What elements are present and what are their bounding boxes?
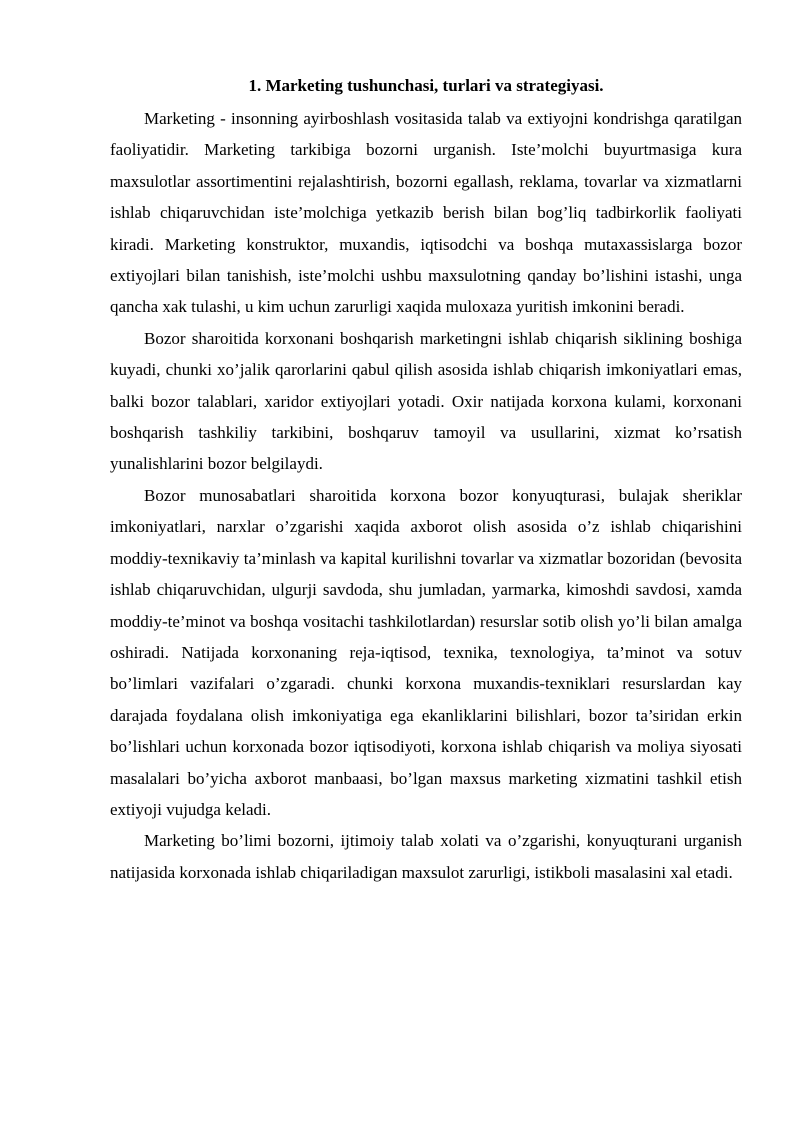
paragraph-3: Bozor munosabatlari sharoitida korxona bozor konyuqturasi, bulajak sheriklar imkoniyatlari, narxlar o’zgarishi xaqida axborot olish asosida o’z ishlab chiqarishini moddiy-texnikaviy ta’minlash va kapital kurilishni tovarlar va xizmatlar bozoridan (bevosita ishlab chiqaruvchidan, ulgurji savdoda, shu jumladan, yarmarka, kimoshdi savdosi, xamda moddiy-te’minot va boshqa vositachi tashkilotlardan) resurslar sotib olish yo’li bilan amalga oshiradi. Natijada korxonaning reja-iqtisod, texnika, texnologiya, ta’minot va sotuv bo’limlari vazifalari o’zgaradi. chunki korxona muxandis-texniklari resurslardan kay darajada foydalana olish imkoniyatiga ega ekanliklarini bilishlari, bozor ta’siridan erkin bo’lishlari uchun korxonada bozor iqtisodiyoti, korxona ishlab chiqarish va moliya siyosati masalalari bo’yicha axborot manbaasi, bo’lgan maxsus marketing xizmatini tashkil etish extiyoji vujudga keladi.	[110, 485, 742, 819]
paragraph-2: Bozor sharoitida korxonani boshqarish marketingni ishlab chiqarish siklining boshiga kuyadi, chunki xo’jalik qarorlarini qabul qilish asosida ishlab chiqarish imkoniyatlari emas, balki bozor talablari, xaridor extiyojlari yotadi. Oxir natijada korxona kulami, korxonani boshqarish tashkiliy tarkibini, boshqaruv tamoyil va usullarini, xizmat ko’rsatish yunalishlarini bozor belgilaydi.	[110, 328, 742, 474]
paragraph-1: Marketing - insonning ayirboshlash vositasida talab va extiyojni kondrishga qaratilgan faoliyatidir. Marketing tarkibiga bozorni urganish. Iste’molchi buyurtmasiga kura maxsulotlar assortimentini rejalashtirish, bozorni egallash, reklama, tovarlar va xizmatlarni ishlab chiqaruvchidan iste’molchiga yetkazib berish bilan bog’liq tadbirkorlik faoliyati kiradi. Marketing konstruktor, muxandis, iqtisodchi va boshqa mutaxassislarga bozor extiyojlari bilan tanishish, iste’molchi ushbu maxsulotning qanday bo’lishini istashi, unga qancha xak tulashi, u kim uchun zarurligi xaqida muloxaza yuritish imkonini beradi.	[110, 109, 742, 317]
paragraph-4: Marketing bo’limi bozorni, ijtimoiy talab xolati va o’zgarishi, konyuqturani urganish natijasida korxonada ishlab chiqariladigan maxsulot zarurligi, istikboli masalasini xal etadi.	[110, 831, 742, 882]
section-title: 1. Marketing tushunchasi, turlari va strategiyasi.	[248, 76, 604, 95]
